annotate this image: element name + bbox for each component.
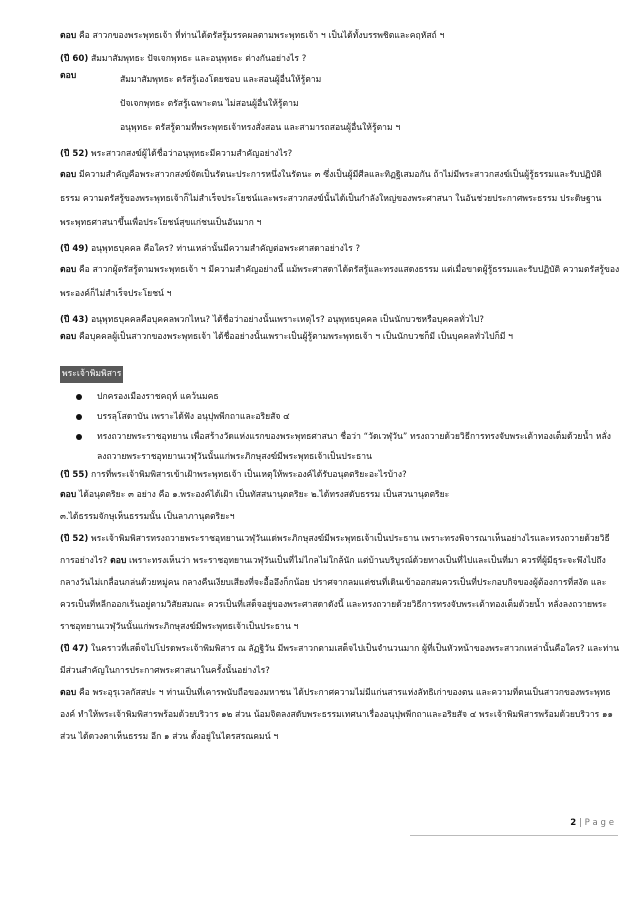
answer-label: ตอบ — [60, 31, 77, 41]
answer-label: ตอบ — [110, 556, 127, 566]
answer-47 — [60, 682, 620, 748]
question-43 — [60, 312, 620, 329]
answer-line: อนุพุทธะ ตรัสรู้ตามที่พระพุทธเจ้าทรงสั่งสอน และสามารถสอนผู้อื่นให้รู้ตาม ฯ — [120, 123, 401, 133]
question-text: ในคราวที่เสด็จไปโปรดพระเจ้าพิมพิสาร ณ ลัฏฐิวัน มีพระสาวกตามเสด็จไปเป็นจำนวนมาก ผู้ที่เป็นหัวหน้าของพระสาวกเหล่านั้นคือใคร? และท่านมีส่วนสำคัญในการประกาศพระศาสนาในครั้งนั้นอย่างไร? — [60, 644, 620, 676]
bullet-item: ทรงถวายพระราชอุทยาน เพื่อสร้างวัดแห่งแรกของพระพุทธศาสนา ชื่อว่า “วัดเวฬุวัน” ทรงถวายด้วยวิธีการทรงจับพระเต้าทองเต็มด้วยน้ำ หลั่งลงถวายพระราชอุทยานเวฬุวันนั้นแก่พระภิกษุสงฆ์มีพระพุทธเจ้าเป็นประธาน — [60, 427, 620, 467]
question-tag: (ปี 52) — [60, 149, 89, 159]
answer-label: ตอบ — [60, 71, 77, 81]
answer-55 — [60, 484, 620, 506]
answer-label: ตอบ — [60, 490, 77, 500]
question-text: อนุพุทธบุคคล คือใคร? ท่านเหล่านั้นมีความสำคัญต่อพระศาสดาอย่างไร ? — [91, 244, 361, 254]
page-label: P a g e — [584, 818, 614, 828]
answer-text: คือ พระอุรุเวลกัสสปะ ฯ ท่านเป็นที่เคารพนับถือของมหาชน ได้ประกาศความไม่มีแก่นสารแห่งลัทธิเก่าของตน และความที่ตนเป็นสาวกของพระพุทธองค์ ทำให้พระเจ้าพิมพิสารพร้อมด้วยบริวาร ๑๒ ส่วน น้อมจิตลงสดับพระธรรมเทศนาเรื่องอนุปุพพีกถาและอริยสัจ ๔ พระเจ้าพิมพิสารพร้อมด้วยบริวาร ๑๑ ส่วน ได้ดวงตาเห็นธรรม อีก ๑ ส่วน ตั้งอยู่ในไตรสรณคมน์ ฯ — [60, 688, 613, 742]
answer-52a — [60, 163, 620, 235]
answer-text: มีความสำคัญคือพระสาวกสงฆ์จัดเป็นรัตนะประการหนึ่งในรัตนะ ๓ ซึ่งเป็นผู้มีศีลและทิฏฐิเสมอกัน ถ้าไม่มีพระสาวกสงฆ์เป็นผู้รู้ธรรมและรับปฏิบัติธรรม ความตรัสรู้ของพระพุทธเจ้าก็ไม่สำเร็จประโยชน์และพระสาวกสงฆ์นั้นได้เป็นกำลังใหญ่ของพระศาสนา ในอันช่วยประกาศพระธรรม ประดิษฐานพระพุทธศาสนาขึ้นเพื่อประโยชน์สุขแก่ชนเป็นอันมาก ฯ — [60, 170, 602, 228]
document-body — [60, 28, 620, 748]
answer-60 — [60, 68, 620, 140]
answer-text: คือ สาวกของพระพุทธเจ้า ที่ท่านได้ตรัสรู้มรรคผลตามพระพุทธเจ้า ฯ เป็นได้ทั้งบรรพชิตและคฤหัสถ์ ฯ — [78, 31, 445, 41]
footer-rule — [410, 835, 618, 836]
answer-43 — [60, 329, 620, 346]
answer-lines — [120, 68, 400, 140]
answer-line: ปัจเจกพุทธะ ตรัสรู้เฉพาะตน ไม่สอนผู้อื่นให้รู้ตาม — [120, 99, 299, 109]
question-55 — [60, 467, 620, 484]
answer-text: เพราะทรงเห็นว่า พระราชอุทยานเวฬุวันเป็นที่ไม่ไกลไม่ใกล้นัก แต่บ้านบริบูรณ์ด้วยทางเป็นที่ไปและเป็นที่มา ควรที่ผู้มีธุระจะพึงไปถึง กลางวันไม่เกลื่อนกล่นด้วยหมู่คน กลางคืนเงียบเสียงที่จะอื้ออึงก็กน้อย ปราศจากลมแต่ชนที่เดินเข้าออกสมควรเป็นที่ประกอบกิจของผู้ต้องการที่สงัด และควรเป็นที่หลีกออกเร้นอยู่ตามวิสัยสมณะ ควรเป็นที่เสด็จอยู่ของพระศาสดาดังนี้ และทรงถวายด้วยวิธีการทรงจับพระเต้าทองเต็มด้วยน้ำ หลั่งลงถวายพระราชอุทยานเวฬุวันนั้นแก่พระภิกษุสงฆ์มีพระพุทธเจ้าเป็นประธาน ฯ — [60, 556, 607, 632]
section-heading: พระเจ้าพิมพิสาร — [60, 366, 123, 383]
answer-text: คือ สาวกผู้ตรัสรู้ตามพระพุทธเจ้า ฯ มีความสำคัญอย่างนี้ แม้พระศาสดาได้ตรัสรู้และทรงแสดงธรรม แต่เมื่อขาดผู้รู้ธรรมและรับปฏิบัติ ความตรัสรู้ของพระองค์ก็ไม่สำเร็จประโยชน์ ฯ — [60, 265, 620, 299]
question-52a — [60, 146, 620, 163]
page-footer — [570, 818, 614, 828]
page-number: 2 — [570, 818, 577, 828]
bullet-item: ปกครองเมืองราชคฤห์ แคว้นมคธ — [60, 387, 620, 407]
question-tag: (ปี 52) — [60, 534, 89, 544]
question-49 — [60, 241, 620, 258]
answer-label: ตอบ — [60, 332, 77, 342]
question-text: การที่พระเจ้าพิมพิสารเข้าเฝ้าพระพุทธเจ้า เป็นเหตุให้พระองค์ได้รับอนุตตริยะอะไรบ้าง? — [91, 470, 407, 480]
question-text: สัมมาสัมพุทธะ ปัจเจกพุทธะ และอนุพุทธะ ต่างกันอย่างไร ? — [91, 54, 307, 64]
bullet-item: บรรลุโสดาบัน เพราะได้ฟัง อนุปุพพีกถาและอริยสัจ ๔ — [60, 407, 620, 427]
question-text: พระสาวกสงฆ์ผู้ได้ชื่อว่าอนุพุทธะมีความสำคัญอย่างไร? — [91, 149, 293, 159]
question-text: อนุพุทธบุคคลคือบุคคลพวกไหน? ได้ชื่อว่าอย่างนั้นเพราะเหตุไร? อนุพุทธบุคคล เป็นนักบวชหรือบุคคลทั่วไป? — [91, 315, 484, 325]
question-tag: (ปี 47) — [60, 644, 89, 654]
answer-text: คือบุคคลผู้เป็นสาวกของพระพุทธเจ้า ได้ชื่ออย่างนั้นเพราะเป็นผู้รู้ตามพระพุทธเจ้า ฯ เป็นนักบวชก็มี เป็นบุคคลทั่วไปก็มี ฯ — [78, 332, 514, 342]
answer-line: สัมมาสัมพุทธะ ตรัสรู้เองโดยชอบ และสอนผู้อื่นให้รู้ตาม — [120, 75, 322, 85]
answer-label: ตอบ — [60, 170, 77, 180]
question-text: พระเจ้าพิมพิสารทรงถวายพระราชอุทยานเวฬุวันแด่พระภิกษุสงฆ์มีพระพุทธเจ้าเป็นประธาน เพราะทรงพิจารณาเห็นอย่างไรและทรงถวายด้วยวิธีการอย่างไร? — [60, 534, 610, 566]
answer-label: ตอบ — [60, 688, 77, 698]
question-tag: (ปี 49) — [60, 244, 89, 254]
answer-55-line2: ๓.ได้ธรรมจักษุเห็นธรรมนั้น เป็นลาภานุตตริยะฯ — [60, 512, 235, 522]
answer-block-1 — [60, 28, 620, 45]
page-separator: | — [576, 818, 585, 828]
question-52b — [60, 528, 620, 638]
question-60 — [60, 51, 620, 68]
answer-label: ตอบ — [60, 265, 77, 275]
question-tag: (ปี 43) — [60, 315, 89, 325]
answer-text: ได้อนุตตริยะ ๓ อย่าง คือ ๑.พระองค์ได้เฝ้า เป็นทัสสนานุตตริยะ ๒.ได้ทรงสดับธรรม เป็นสวนานุตตริยะ — [78, 490, 450, 500]
answer-49 — [60, 258, 620, 306]
question-tag: (ปี 60) — [60, 54, 89, 64]
bullet-list — [60, 387, 620, 467]
question-47 — [60, 638, 620, 682]
question-tag: (ปี 55) — [60, 470, 89, 480]
